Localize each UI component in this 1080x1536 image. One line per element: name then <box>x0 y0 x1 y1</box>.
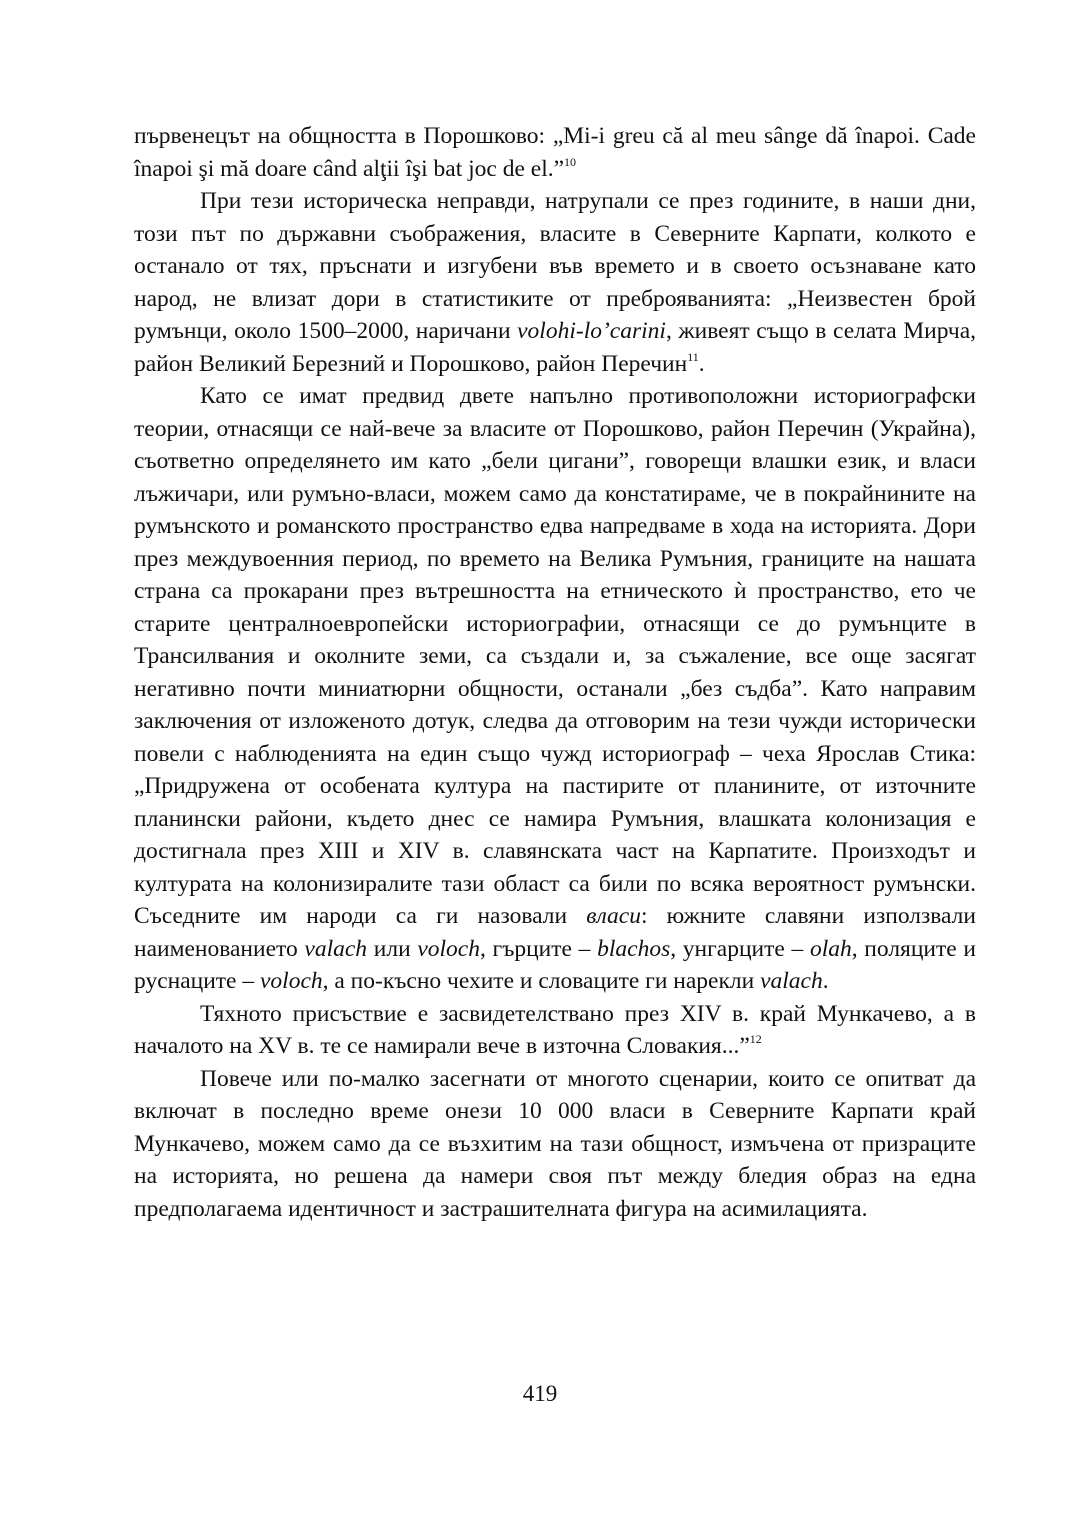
text-run: . <box>822 968 829 994</box>
text-run: : южните славяни използвали наименованието <box>134 903 976 962</box>
page-number: 419 <box>522 1381 558 1406</box>
paragraph <box>134 185 976 380</box>
text-run: . <box>698 350 705 377</box>
text-run: първенецът на общността в Порошково: „Mi-i greu că al meu sânge dă înapoi. Cade înapoi şi mă doare când alţii îşi bat joc de el.” <box>134 123 976 182</box>
text-run: , гърците – <box>479 935 598 962</box>
text-run: или <box>367 935 418 962</box>
footnote-reference: 11 <box>687 349 699 364</box>
footnote-reference: 10 <box>564 154 577 169</box>
text-run: , унгарците – <box>670 935 810 962</box>
paragraph <box>134 120 976 185</box>
text-run: , живеят също в селата Мирча, район Великий Березний и Порошково, район Перечин <box>134 318 977 377</box>
paragraph <box>134 1063 976 1226</box>
italic-term: voloch <box>259 968 323 994</box>
body-text <box>134 120 976 1225</box>
text-run: Повече или по-малко засегнати от многото сценарии, които се опитват да включат в последно време онези 10 000 власи в Северните Карпати край Мункачево, можем само да се възхитим на тази общност, измъчена от призраците на историята, но решена да намери своя път между бледия образ на една предполагаема идентичност и застрашителната фигура на асимилацията. <box>134 1065 976 1222</box>
italic-term: valach <box>760 968 823 994</box>
text-run: При тези историческа неправди, натрупали се през годините, в наши дни, този път по държавни съображения, власите в Северните Карпати, колкото е останало от тях, пръснати и изгубени във времето и в своето осъзнаване като народ, не влизат дори в статистиките от преброяванията: „Неизвестен брой румънци, около 1500–2000, наричани <box>134 188 976 344</box>
text-run: , поляците и руснаците – <box>134 935 976 994</box>
italic-term: volohi-lo’carini <box>517 318 666 344</box>
text-run: , а по-късно чехите и словаците ги нарекли <box>322 968 761 994</box>
italic-term: voloch <box>417 935 480 962</box>
italic-term: blachos <box>597 935 671 962</box>
text-run: Като се имат предвид двете напълно противоположни историографски теории, отнасящи се най-вече за власите от Порошково, район Перечин (Украйна), съответно определянето им като „бели цигани”, говорещи влашки език, и власи лъжичари, или румъно-власи, можем само да констатираме, че в покрайнините на румънското и романското пространство едва напредваме в хода на историята. Дори през междувоенния период, по времето на Велика Румъния, границите на нашата страна са прокарани през вътрешността на етническото ѝ пространство, ето че старите централноевропейски историографии, отнасящи се до румънците в Трансилвания и околните земи, са създали и, за съжаление, все още засягат негативно почти миниатюрни общности, останали „без съдба”. Като направим заключения от изложеното дотук, следва да отговорим на тези чужди исторически повели с наблюденията на един също чужд историограф – чеха Ярослав Стика: „Придружена от особената култура на пастирите от планините, от източните планински райони, където днес се намира Румъния, влашката колонизация е достигнала през XIII и XIV в. славянската част на Карпатите. Произходът и културата на колонизиралите тази област са били по всяка вероятност румънски. Съседните им народи са ги назовали <box>134 383 976 929</box>
paragraph <box>134 380 976 998</box>
italic-term: власи <box>586 903 641 929</box>
paragraph <box>134 998 976 1063</box>
italic-term: olah <box>809 935 852 962</box>
italic-term: valach <box>304 935 368 962</box>
text-run: Тяхното присъствие е засвидетелствано през XIV в. край Мункачево, а в началото на XV в. те се намирали вече в източна Словакия...” <box>134 1000 976 1059</box>
footnote-reference: 12 <box>749 1031 762 1046</box>
